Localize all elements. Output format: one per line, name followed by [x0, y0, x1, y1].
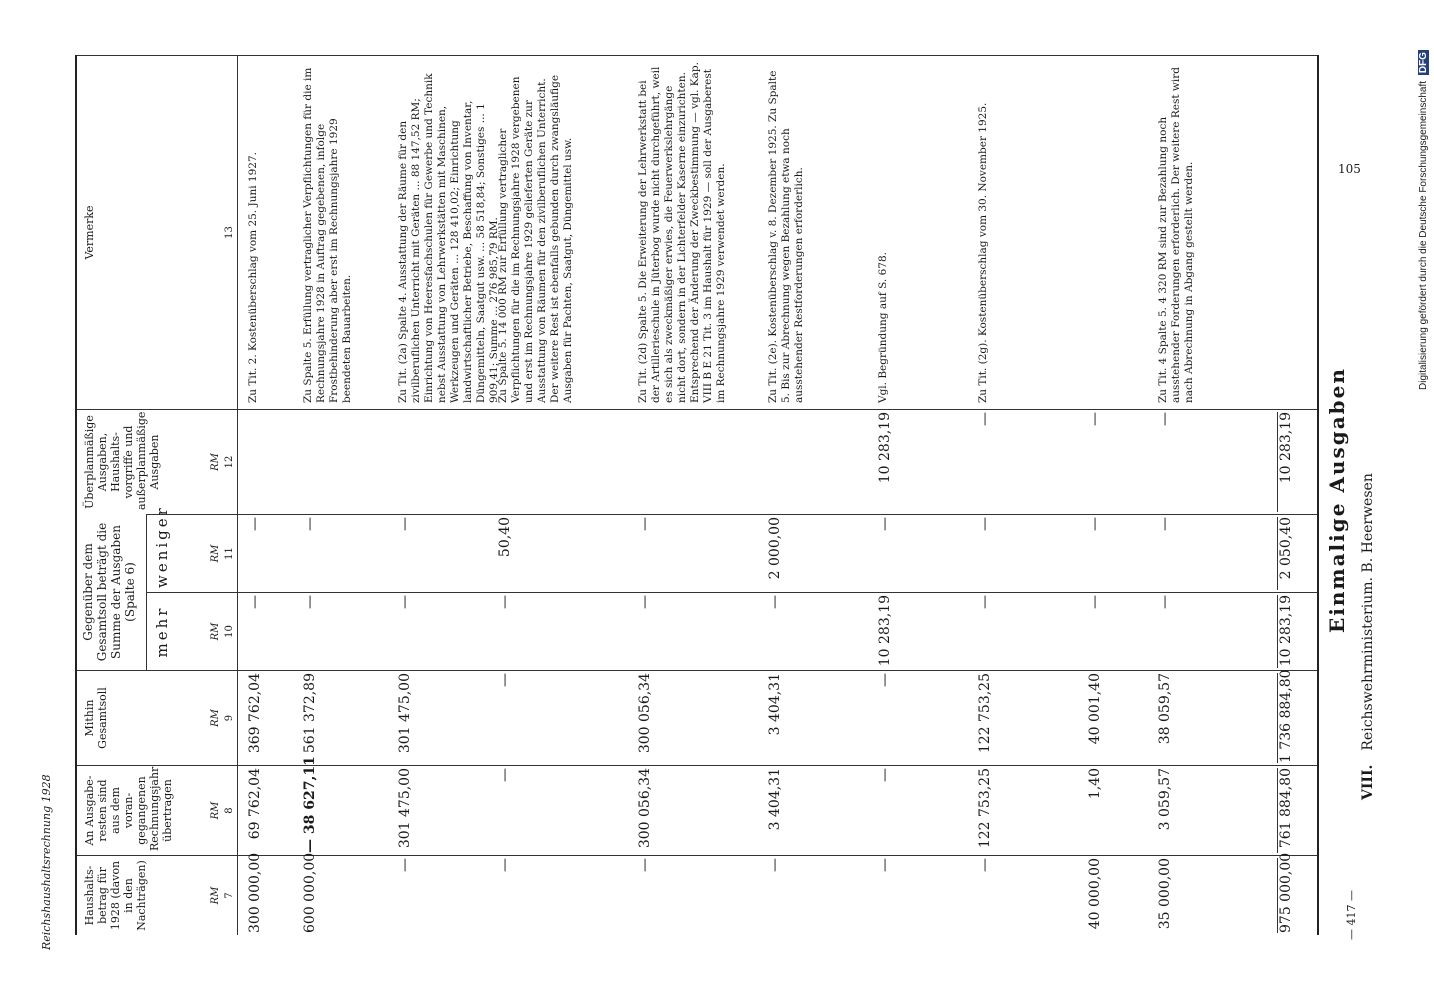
table-cell: 600 000,00	[302, 852, 318, 933]
table-cell: 69 762,04	[247, 768, 263, 840]
total-cell: 761 884,80	[1277, 768, 1294, 853]
chapter-heading	[1360, 0, 1376, 800]
table-cell: —	[1157, 595, 1173, 609]
table-cell: —	[977, 595, 993, 609]
table-cell: — 38 627,11	[302, 756, 318, 853]
page-number: — 417 —	[1345, 890, 1358, 940]
column-header	[77, 671, 238, 765]
remark-note: Zu Spalte 5. 14 000 RM zur Erfüllung vertraglicher Verpflichtungen für die im Rechnungsjahre 1928 vergebenen und erst im Rechnungsjahre 1929 gelieferten Geräte zur Ausstattung von Räumen für den zivilberuflichen Unterricht. Der weitere Rest ist ebenfalls gebunden durch zwangsläufige Ausgaben für Pachten, Saatgut, Düngemittel usw.	[497, 74, 574, 403]
table-cell: 561 372,89	[302, 673, 318, 754]
group-header: Gegenüber dem Gesamtsoll beträgt die Summe der Ausgaben (Spalte 6)	[77, 514, 147, 670]
total-cell: 10 283,19	[1278, 595, 1294, 667]
unit-label: RM	[210, 709, 221, 727]
table-cell: —	[1157, 412, 1173, 426]
chapter-name: Reichswehrministerium. B. Heerwesen	[1360, 473, 1376, 751]
ledger-table	[75, 55, 1319, 935]
table-cell: 122 753,25	[977, 768, 993, 849]
remark-note: Zu Tit. (2a) Spalte 4. Ausstattung der Räume für den zivilberuflichen Unterricht mit Geräten ... 88 147,52 RM; Einrichtung von Heeresfachschulen für Gewerbe und Technik nebst Ausstattung von Lehrwerkstätten mit Maschinen, Werkzeugen und Geräten ... 128 410,02; Einrichtung landwirtschaftlicher Betriebe, Beschaffung von Inventar, Düngemitteln, Saatgut usw. ... 58 518,84; Sonstiges ... 1 909,41; Summe ... 276 985,79 RM.	[397, 73, 500, 403]
table-cell: 40 000,00	[1087, 858, 1103, 930]
remark-note: Zu Tit. 2. Kostenüberschlag vom 25. Juni 1927.	[247, 152, 259, 403]
column-header	[77, 856, 238, 935]
table-cell: 3 059,57	[1157, 768, 1173, 831]
table-cell: —	[977, 412, 993, 426]
column-label: Vermerke	[83, 205, 96, 260]
table-cell: —	[397, 858, 413, 872]
table-cell: 300 000,00	[247, 852, 263, 933]
table-cell: 3 404,31	[767, 673, 783, 736]
column-label: Haushalts-betrag für 1928 (davon in den Nachträgen)	[83, 860, 148, 931]
table-cell: —	[767, 595, 783, 609]
column-number: 9	[224, 714, 235, 722]
remark-note: Zu Spalte 5. Erfüllung vertraglicher Verpflichtungen für die im Rechnungsjahre 1928 in Auftrag gegebenen, infolge Frostbehinderung aber erst im Rechnungsjahre 1929 beendeten Bauarbeiten.	[302, 67, 353, 403]
table-cell: 40 001,40	[1087, 673, 1103, 745]
column-number: 8	[224, 807, 235, 814]
table-cell: 10 283,19	[877, 412, 893, 484]
column-header	[77, 56, 238, 409]
column-number: 13	[224, 226, 235, 239]
digitization-note: Digitalisierung gefördert durch die Deutsche Forschungsgemeinschaft	[1418, 80, 1429, 390]
column-label: weniger	[153, 505, 171, 588]
table-cell: —	[637, 517, 653, 531]
column-label: An Ausgabe-resten sind aus dem voran-gegangenen Rechnungsjahr übertragen	[83, 766, 174, 851]
total-cell: 10 283,19	[1277, 412, 1294, 512]
table-cell: —	[397, 517, 413, 531]
column-c11	[77, 505, 1317, 592]
table-cell: 38 059,57	[1157, 673, 1173, 745]
column-number: 12	[224, 455, 235, 469]
table-cell: —	[302, 595, 318, 609]
table-cell: —	[1087, 517, 1103, 531]
table-cell: 300 056,34	[637, 673, 653, 754]
chapter-roman: VIII.	[1360, 764, 1376, 800]
remark-note: Zu Tit. (2g). Kostenüberschlag vom 30. November 1925.	[977, 102, 989, 403]
column-c12	[77, 409, 1317, 514]
table-cell: 1,40	[1087, 768, 1103, 800]
dfg-credit	[1418, 10, 1432, 390]
table-cell: 301 475,00	[397, 768, 413, 849]
table-cell: 301 475,00	[397, 673, 413, 754]
table-cell: 3 404,31	[767, 768, 783, 831]
table-cell: —	[637, 858, 653, 872]
table-cell: —	[497, 595, 513, 609]
table-cell: —	[977, 858, 993, 872]
table-cell: —	[247, 517, 263, 531]
table-cell: 2 000,00	[767, 517, 783, 580]
column-label: Überplanmäßige Ausgaben, Haushalts-vorgriffe und außerplanmäßige Ausgaben	[83, 411, 161, 510]
column-number: 11	[224, 547, 235, 560]
column-number: 10	[224, 625, 235, 638]
table-cell: —	[302, 517, 318, 531]
total-cell: 2 050,40	[1277, 517, 1294, 590]
table-cell: —	[877, 673, 893, 687]
table-cell: —	[637, 595, 653, 609]
column-header	[77, 410, 238, 514]
table-cell: 122 753,25	[977, 673, 993, 754]
table-cell: —	[1157, 517, 1173, 531]
table-cell: —	[877, 768, 893, 782]
remark-note: Vgl. Begründung auf S. 678.	[877, 252, 889, 403]
table-cell: 10 283,19	[877, 595, 893, 667]
unit-label: RM	[210, 886, 221, 905]
total-cell: 1 736 884,80	[1278, 669, 1294, 763]
table-cell: —	[497, 858, 513, 872]
table-cell: 35 000,00	[1157, 858, 1173, 930]
unit-label: RM	[210, 453, 221, 471]
table-cell: —	[497, 673, 513, 687]
table-cell: —	[877, 858, 893, 872]
sheet-number: 105	[1338, 162, 1361, 176]
table-cell: —	[1087, 595, 1103, 609]
table-cell: —	[977, 517, 993, 531]
column-c7	[77, 852, 1317, 935]
table-cell: —	[1087, 412, 1103, 426]
column-number: 7	[224, 892, 235, 899]
remark-note: Zu Tit. (2d) Spalte 5. Die Erweiterung der Lehrwerkstatt bei der Artillerieschule in Jüterbog wurde nicht durchgeführt, weil es sich als zweckmäßiger erwies, die Feuerwerkslehrgänge nicht dort, sondern in der Lichterfelder Kaserne einzurichten. Entsprechend der Änderung der Zweckbestimmung — vgl. Kap. VIII B E 21 Tit. 3 im Haushalt für 1929 — soll der Ausgaberest im Rechnungsjahre 1929 verwendet werden.	[637, 62, 727, 403]
column-c9	[77, 670, 1317, 765]
column-c13	[77, 55, 1317, 409]
table-cell: —	[497, 768, 513, 782]
table-cell: —	[767, 858, 783, 872]
column-c8	[77, 756, 1317, 855]
table-cell: —	[247, 595, 263, 609]
unit-label: RM	[210, 622, 221, 641]
footer-note: Reichshaushaltsrechnung 1928	[40, 774, 53, 950]
table-cell: —	[877, 517, 893, 531]
remark-note: Zu Tit. 4 Spalte 5. 4 320 RM sind zur Bezahlung noch ausstehender Forderungen erforderlich. Der weitere Rest wird nach Abrechnung in Abgang gestellt werden.	[1157, 67, 1195, 403]
table-cell: 300 056,34	[637, 768, 653, 849]
dfg-logo: DFG	[1418, 52, 1429, 74]
column-label: Mithin Gesamtsoll	[83, 687, 109, 749]
column-header	[77, 766, 238, 855]
remark-note: Zu Tit. (2e). Kostenüberschlag v. 8. Dezember 1925. Zu Spalte 5. Bis zur Abrechnung wegen Bezahlung etwa noch ausstehender Restforderungen erforderlich.	[767, 70, 805, 403]
table-cell: 50,40	[497, 517, 513, 558]
unit-label: RM	[210, 544, 221, 563]
column-label: mehr	[153, 605, 171, 658]
total-cell: 975 000,00	[1278, 852, 1294, 933]
table-cell: 369 762,04	[247, 673, 263, 754]
unit-label: RM	[210, 801, 221, 820]
table-cell: —	[397, 595, 413, 609]
page-title: Einmalige Ausgaben	[1325, 367, 1349, 633]
